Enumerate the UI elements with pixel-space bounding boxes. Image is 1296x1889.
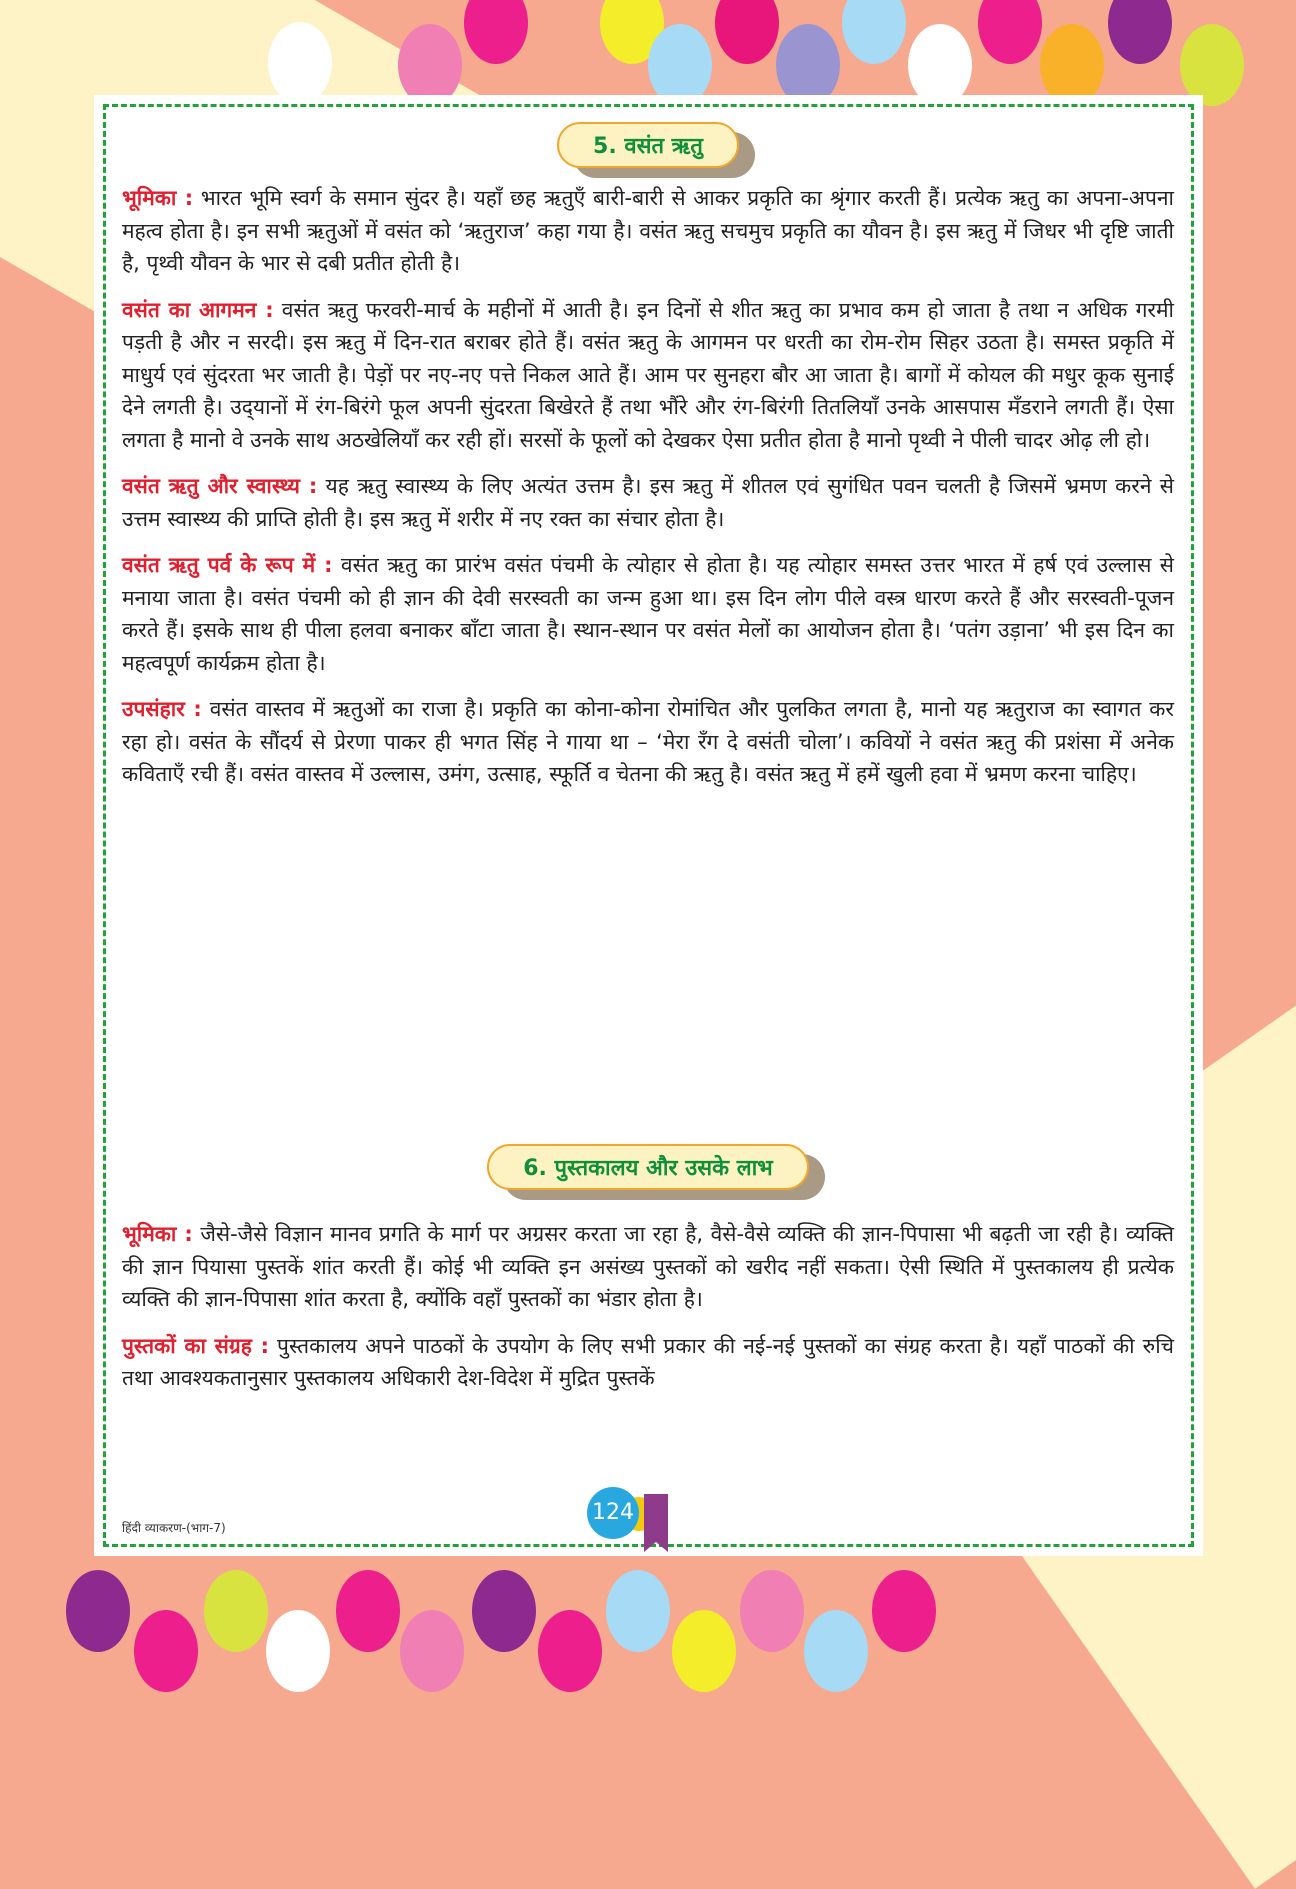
decor-dot — [842, 0, 906, 64]
paragraph-text: वसंत वास्तव में ऋतुओं का राजा है। प्रकृति का कोना-कोना रोमांचित और पुलकित लगता है, मानो यह ऋतुराज का स्वागत कर रहा हो। वसंत के सौंदर्य से प्रेरणा पाकर ही भगत सिंह ने गाया था – ‘मेरा रँग दे वसंती चोला’। कवियों ने वसंत ऋतु की प्रशंसा में अनेक कविताएँ रची हैं। वसंत वास्तव में उल्लास, उमंग, उत्साह, स्फूर्ति व चेतना की ऋतु है। वसंत ऋतु में हमें खुली हवा में भ्रमण करना चाहिए। — [122, 697, 1174, 786]
paragraph-text: वसंत ऋतु फरवरी-मार्च के महीनों में आती है। इन दिनों से शीत ऋतु का प्रभाव कम हो जाता है तथा न अधिक गरमी पड़ती है और न सरदी। इस ऋतु में दिन-रात बराबर होते हैं। वसंत ऋतु के आगमन पर धरती का रोम-रोम सिहर उठता है। समस्त प्रकृति में माधुर्य एवं सुंदरता भर जाती है। पेड़ों पर नए-नए पत्ते निकल आते हैं। आम पर सुनहरा बौर आ जाता है। बागों में कोयल की मधुर कूक सुनाई देने लगती है। उद्‌यानों में रंग-बिरंगे फूल अपनी सुंदरता बिखेरते हैं तथा भौंरे और रंग-बिरंगी तितलियाँ उनके आसपास मँडराने लगती हैं। ऐसा लगता है मानो वे उनके साथ अठखेलियाँ कर रही हों। सरसों के फूलों को देखकर ऐसा प्रतीत होता है मानो पृथ्वी ने पीली चादर ओढ़ ली हो। — [122, 297, 1174, 452]
section-heading-wrap — [0, 1144, 1296, 1190]
decor-dot — [1040, 24, 1104, 106]
decor-dot — [400, 1610, 464, 1692]
decor-dot — [538, 1610, 602, 1692]
decor-dot — [804, 1610, 868, 1692]
decor-dot — [266, 1610, 330, 1692]
decor-dot — [268, 22, 332, 104]
paragraph — [122, 470, 1174, 535]
paragraph — [122, 294, 1174, 457]
decor-dot — [1180, 24, 1244, 106]
paragraph — [122, 693, 1174, 791]
paragraph-label: वसंत का आगमन : — [122, 297, 274, 322]
decor-dot — [204, 1570, 268, 1652]
decor-dot — [872, 1570, 936, 1652]
section-heading: 5. वसंत ऋतु — [557, 122, 739, 168]
decor-dot — [672, 1610, 736, 1692]
paragraph-label: भूमिका : — [122, 186, 194, 210]
decor-dot — [530, 24, 594, 106]
paragraph — [122, 549, 1174, 679]
page-number: 124 — [587, 1487, 639, 1539]
paragraph-label: भूमिका : — [122, 1222, 193, 1246]
paragraph-text: वसंत ऋतु का प्रारंभ वसंत पंचमी के त्योहार से होता है। यह त्योहार समस्त उत्तर भारत में हर्ष एवं उल्लास से मनाया जाता है। वसंत पंचमी को ही ज्ञान की देवी सरस्वती का जन्म हुआ था। इस दिन लोग पीले वस्त्र धारण करते हैं और सरस्वती-पूजन करते हैं। इसके साथ ही पीला हलवा बनाकर बाँटा जाता है। स्थान-स्थान पर वसंत मेलों का आयोजन होता है। ‘पतंग उड़ाना’ भी इस दिन का महत्वपूर्ण कार्यक्रम होता है। — [122, 553, 1174, 675]
book-title-footer: हिंदी व्याकरण-(भाग-7) — [122, 1521, 226, 1535]
decor-dot — [464, 0, 528, 64]
paragraph-label: वसंत ऋतु और स्वास्थ्य : — [122, 474, 318, 498]
section-heading: 6. पुस्तकालय और उसके लाभ — [487, 1144, 809, 1190]
decor-dot — [336, 1570, 400, 1652]
paragraph-label: वसंत ऋतु पर्व के रूप में : — [122, 553, 333, 577]
decor-dot — [740, 1570, 804, 1652]
decor-dot — [776, 24, 840, 106]
decor-dot — [648, 24, 712, 106]
paragraph-text: पुस्तकालय अपने पाठकों के उपयोग के लिए सभी प्रकार की नई-नई पुस्तकों का संग्रह करता है। यहाँ पाठकों की रुचि तथा आवश्यकतानुसार पुस्तकालय अधिकारी देश-विदेश में मुद्रित पुस्तकें — [122, 1333, 1174, 1390]
section-body — [122, 1218, 1174, 1409]
bookmark-ribbon-icon — [644, 1494, 668, 1552]
decor-dot — [715, 0, 779, 64]
paragraph-label: उपसंहार : — [122, 697, 202, 721]
paragraph — [122, 1218, 1174, 1316]
paragraph-text: यह ऋतु स्वास्थ्य के लिए अत्यंत उत्तम है। इस ऋतु में शीतल एवं सुगंधित पवन चलती है जिसमें भ्रमण करने से उत्तम स्वास्थ्य की प्राप्ति होती है। इस ऋतु में शरीर में नए रक्त का संचार होता है। — [122, 474, 1174, 531]
paragraph-text: जैसे-जैसे विज्ञान मानव प्रगति के मार्ग पर अग्रसर करता जा रहा है, वैसे-वैसे व्यक्ति की ज्ञान-पिपासा भी बढ़ती जा रही है। व्यक्ति की ज्ञान पियासा पुस्तकें शांत करती हैं। कोई भी व्यक्ति इन असंख्य पुस्तकों को खरीद नहीं सकता। ऐसी स्थिति में पुस्तकालय ही प्रत्येक व्यक्ति की ज्ञान-पिपासा शांत करता है, क्योंकि वहाँ पुस्तकों का भंडार होता है। — [122, 1222, 1174, 1311]
section-heading-wrap — [0, 122, 1296, 168]
decor-dot — [1108, 0, 1172, 64]
decor-dot — [472, 1570, 536, 1652]
decor-dot — [398, 24, 462, 106]
paragraph — [122, 182, 1174, 280]
decor-dot — [66, 1570, 130, 1652]
decor-dot — [134, 1610, 198, 1692]
decor-dot — [908, 24, 972, 106]
decor-dot — [978, 0, 1042, 64]
paragraph — [122, 1330, 1174, 1395]
section-body — [122, 182, 1174, 805]
decor-dot — [606, 1570, 670, 1652]
paragraph-text: भारत भूमि स्वर्ग के समान सुंदर है। यहाँ छह ऋतुएँ बारी-बारी से आकर प्रकृति का श्रृंगार करती हैं। प्रत्येक ऋतु का अपना-अपना महत्व होता है। इन सभी ऋतुओं में वसंत को ‘ऋतुराज’ कहा गया है। वसंत ऋतु सचमुच प्रकृति का यौवन है। इस ऋतु में जिधर भी दृष्टि जाती है, पृथ्वी यौवन के भार से दबी प्रतीत होती है। — [122, 186, 1174, 275]
paragraph-label: पुस्तकों का संग्रह : — [122, 1333, 269, 1358]
